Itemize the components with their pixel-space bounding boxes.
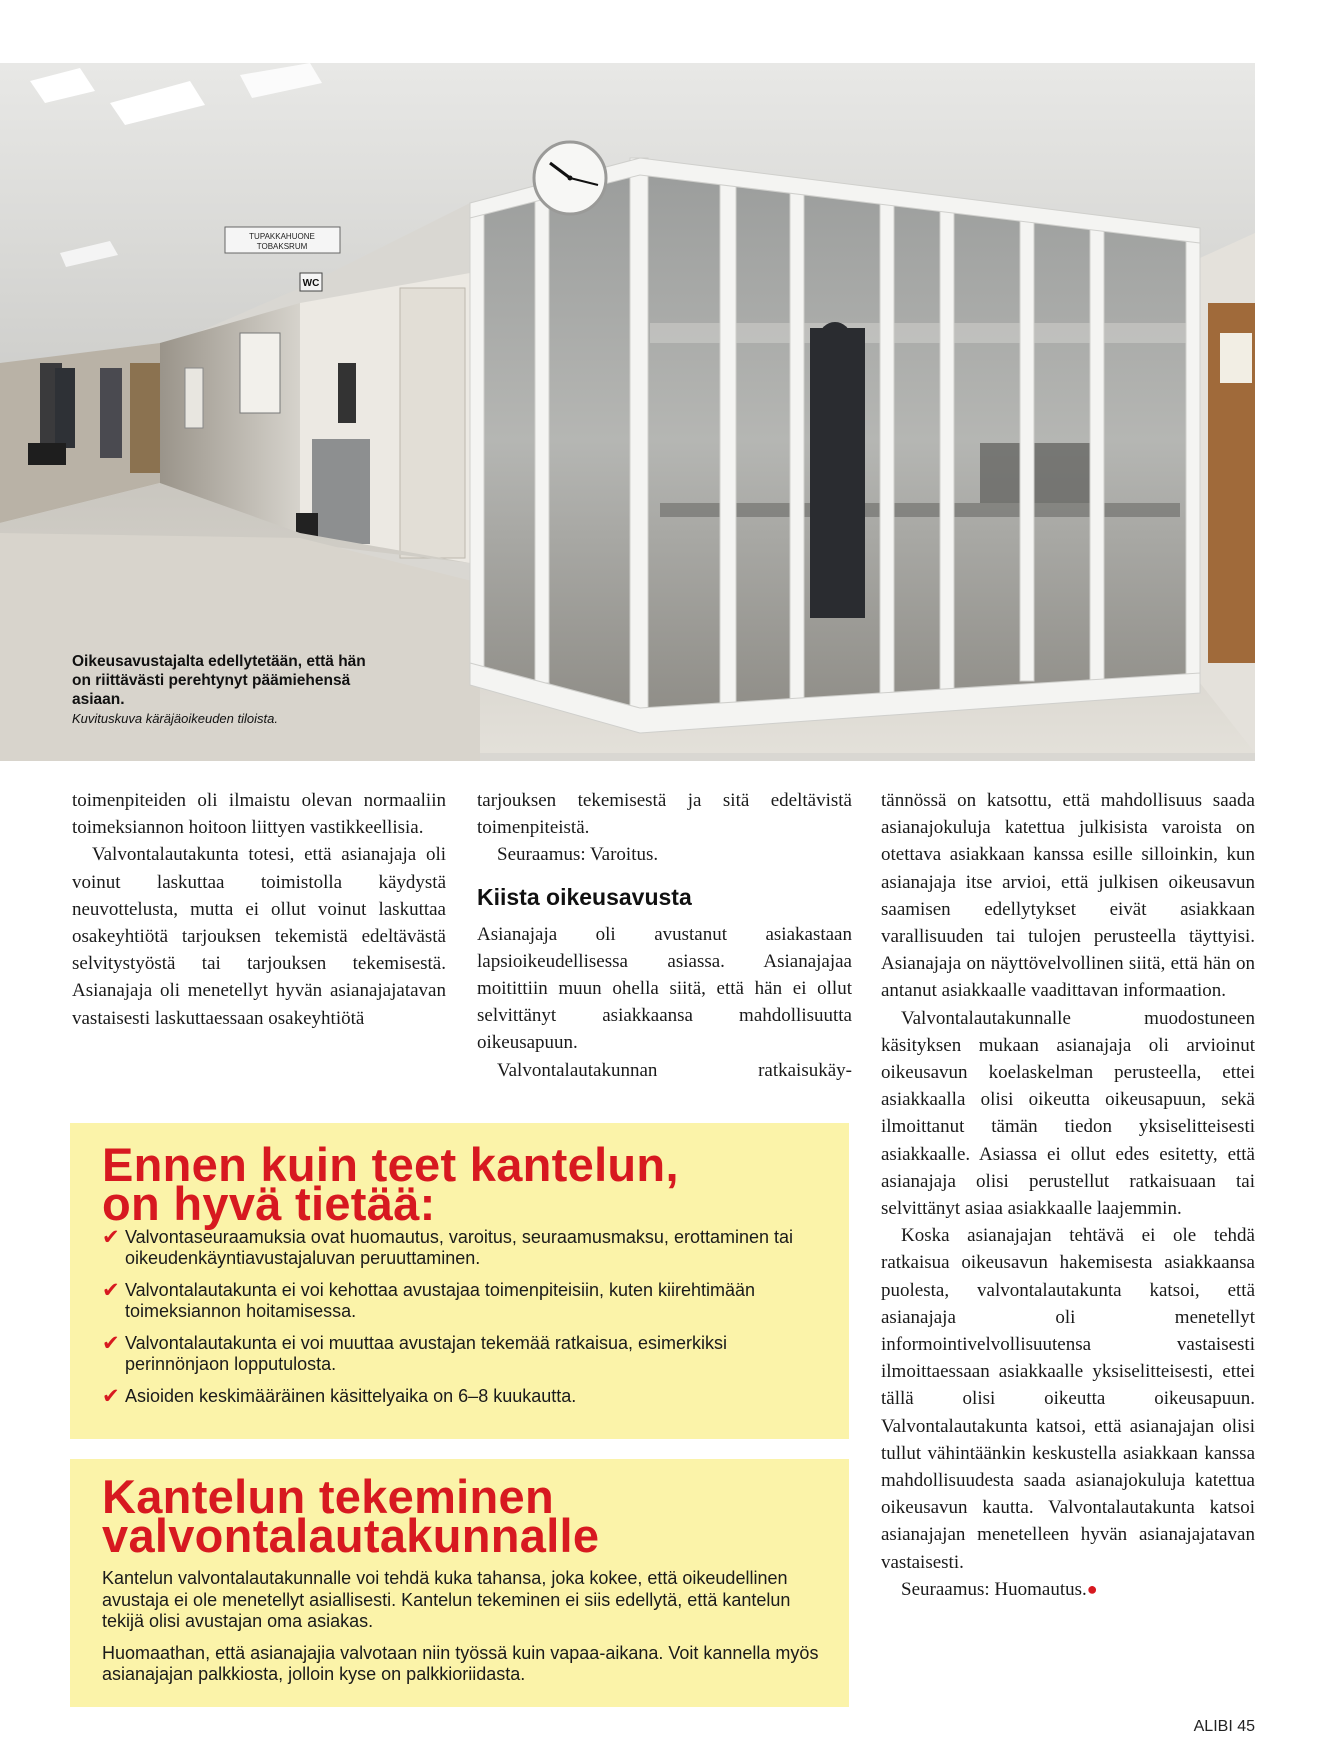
paragraph: toimenpiteiden oli ilmaistu olevan normaaliin toimeksiannon hoitoon liittyen vastikkeellisia. — [72, 790, 446, 839]
sign-tobaksrum: TOBAKSRUM — [256, 242, 308, 251]
section-heading: Kiista oikeusavusta — [477, 883, 692, 910]
list-item — [102, 1280, 832, 1322]
box-title-line: valvontalautakunnalle — [102, 1509, 600, 1562]
paragraph: Huomaathan, että asianajajia valvotaan niin työssä kuin vapaa-aikana. Voit kannella myös asianajajan palkkiosta, jolloin kyse on palkkioriidasta. — [102, 1642, 819, 1684]
check-icon: ✔ — [102, 1279, 120, 1302]
body-column-2 — [477, 787, 852, 1084]
info-box-making-complaint — [70, 1459, 849, 1707]
caption-main: Oikeusavustajalta edellytetään, että hän on riittävästi perehtynyt päämiehensä asiaan. — [72, 653, 366, 708]
closing-text: Seuraamus: Huomautus. — [901, 1578, 1087, 1600]
check-icon: ✔ — [102, 1385, 120, 1408]
clock-icon — [534, 142, 606, 214]
photo-caption — [72, 652, 372, 728]
box-title-line: Ennen kuin teet kantelun, — [102, 1138, 679, 1191]
paragraph-closing — [881, 1576, 1255, 1603]
box-text — [102, 1568, 822, 1696]
body-column-1 — [72, 787, 446, 1032]
box-title-line: Kantelun tekeminen — [102, 1470, 554, 1523]
list-item — [102, 1333, 832, 1375]
paragraph: Asianajaja oli avustanut asiakastaan lapsioikeudellisessa asiassa. Asianajajaa moitittiin muun ohella siitä, että hän ei ollut selvittänyt asiakkaansa mahdollisuutta oikeusapuun. — [477, 923, 852, 1054]
courthouse-photo — [0, 63, 1255, 761]
list-item-text: Valvontaseuraamuksia ovat huomautus, varoitus, seuraamusmaksu, erottaminen tai oikeudenkäyntiavustajaluvan peruuttaminen. — [125, 1227, 794, 1268]
page-folio: ALIBI 45 — [1193, 1718, 1255, 1735]
paragraph: Seuraamus: Varoitus. — [497, 844, 659, 866]
box-title — [102, 1138, 679, 1230]
box-title — [102, 1470, 600, 1562]
paragraph: tännössä on katsottu, että mahdollisuus saada asianajokuluja katettua julkisista varoista on otettava asiakkaan kanssa esille silloinkin, kun asianajaja itse arvioi, että julkisen oikeusavun saamisen edellytykset eivät asiakkaan varallisuuden tai tulojen perusteella täyttyisi. Asianajaja on näyttövelvollinen siitä, että hän on antanut asiakkaalle vaadittavan informaation. — [881, 790, 1255, 1002]
check-icon: ✔ — [102, 1226, 120, 1249]
list-item — [102, 1386, 832, 1407]
paragraph: Valvontalautakunta totesi, että asianajaja oli voinut laskuttaa toimistolla käydystä neuvottelusta, mutta ei ollut voinut laskuttaa osakeyhtiötä tarjouksen tekemistä edeltävästä selvitystyöstä tai tarjouksen tekemisestä. Asianajaja oli menetellyt hyvän asianajajatavan vastaisesti laskuttaessaan osakeyhtiötä — [72, 844, 446, 1029]
paragraph: Valvontalautakunnalle muodostuneen käsityksen mukaan asianajaja oli arvioinut oikeusavun koelaskelman perusteella, ettei asiakkaalla olisi oikeutta oikeusapuun, sekä ilmoittanut tämän tiedon yksiselitteisesti asiakkaalle. Asiassa ei ollut edes esitetty, että asianajaja olisi perustellut ratkaisuaan tai selvittänyt asiaa asiakkaalle laajemmin. — [881, 1007, 1255, 1220]
list-item-text: Asioiden keskimääräinen käsittelyaika on 6–8 kuukautta. — [125, 1386, 577, 1406]
box-title-line: on hyvä tietää: — [102, 1177, 436, 1230]
body-column-3 — [881, 787, 1255, 1603]
caption-credit: Kuvituskuva käräjäoikeuden tiloista. — [72, 711, 278, 726]
list-item-text: Valvontalautakunta ei voi kehottaa avustajaa toimenpiteisiin, kuten kiirehtimään toimeksiannon hoitamisessa. — [125, 1280, 756, 1321]
paragraph: Valvontalautakunnan ratkaisukäy- — [497, 1059, 852, 1081]
list-item-text: Valvontalautakunta ei voi muuttaa avustajan tekemää ratkaisua, esimerkiksi perinnönjaon lopputulosta. — [125, 1333, 727, 1374]
end-mark-icon: ● — [1086, 1578, 1098, 1599]
check-icon: ✔ — [102, 1332, 120, 1355]
sign-tupakkahuone: TUPAKKAHUONE — [249, 232, 315, 241]
checklist — [102, 1227, 832, 1418]
paragraph: Kantelun valvontalautakunnalle voi tehdä kuka tahansa, joka kokee, että oikeudellinen avustaja ei ole menetellyt asiallisesti. Kantelun tekeminen ei siis edellytä, että kantelun tekijä olisi avustajan oma asiakas. — [102, 1568, 791, 1631]
info-box-before-complaint — [70, 1123, 849, 1439]
paragraph: Koska asianajajan tehtävä ei ole tehdä ratkaisua oikeusavun hakemisesta asiakkaansa puolesta, valvontalautakunta katsoi, että asianajaja oli menetellyt informointivelvollisuutensa vastaisesti ilmoittaessaan asiakkaalle yksiselitteisesti, ettei tällä olisi oikeutta oikeusapuun. Valvontalautakunta katsoi, että asianajajan olisi tullut vähintäänkin keskustella asiakkaan kanssa mahdollisuudesta saada asianajokuluja katettua oikeusavun kautta. Valvontalautakunta katsoi asianajajan menetelleen hyvän asianajajatavan vastaisesti. — [881, 1225, 1255, 1573]
paragraph: tarjouksen tekemisestä ja sitä edeltävistä toimenpiteistä. — [477, 790, 852, 839]
sign-wc: WC — [302, 278, 320, 289]
list-item — [102, 1227, 832, 1269]
